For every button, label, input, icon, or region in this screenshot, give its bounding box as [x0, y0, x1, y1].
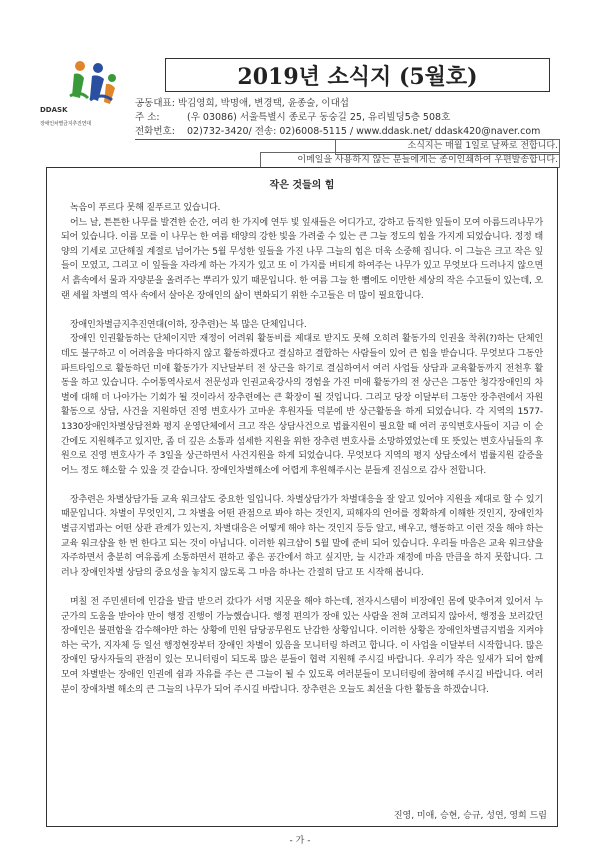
- paragraph-spacer: [61, 478, 543, 493]
- representatives: [135, 97, 560, 111]
- phone-value: 02)732-3420/ 전송: 02)6008-5115 / www.ddask.net/ ddask420@naver.com: [187, 126, 541, 137]
- notice-line-1: 소식지는 매월 1일로 날짜로 전합니다.: [407, 141, 558, 151]
- article-body: [61, 201, 543, 697]
- paragraph: 장애인 인권활동하는 단체이지만 재정이 어려워 활동비를 제대로 받지도 못해 오히려 활동가의 인권을 착취(?)하는 단체인데도 불구하고 이 어려움을 마다하지 않고 활동하겠다고 결심하고 결합하는 사람들이 있어 큰 힘을 받습니다. 무엇보다 그동안 파트타임으로 활동하던 미애 활동가가 지난달부터 전 상근을 하기로 결심하여서 여러 사업들 상담과 교육활동까지 전천후 활동을 하고 있습니다. 수어통역사로서 전문성과 인권교육강사의 경험을 가진 미애 활동가의 전 상근은 그동안 청각장애인의 차별에 대해 더 나아가는 기회가 될 것이라서 장추련에는 큰 확장이 될 것입니다. 그리고 당장 이달부터 그동안 장추련에서 자원 활동으로 상담, 사건을 지원하던 진영 변호사가 고마운 후원자들 덕분에 반 상근활동을 하게 되었습니다. 각 지역의 1577-1330장애인차별상담전화 평지 운영단체에서 크고 작은 상담사건으로 법률지원이 필요할 때 여러 공익변호사들이 지금 이 순간에도 지원해주고 있지만, 좀 더 깊은 소통과 섬세한 지원을 위한 장추련 변호사를 소망하였었는데 또 뜻있는 변호사님들의 후원으로 진영 변호사가 주 3일을 상근하면서 사건지원을 하게 되었습니다. 무엇보다 지역의 평지 상담소에서 법률지원 갈증을 어느 정도 해소할 수 있을 것 같습니다. 장애인차별해소에 어렵게 후원해주시는 분들게 진심으로 감사 전합니다.: [61, 334, 543, 476]
- address-value: (우 03086) 서울특별시 종로구 동숭길 25, 유리빌딩5층 508호: [187, 112, 451, 123]
- delivery-notice: [198, 140, 558, 167]
- logo-org-name: 장애인차별금지추진연대: [40, 121, 91, 127]
- paragraph: 어느 날, 튼튼한 나무를 발견한 순간, 여리 한 가지에 연두 빛 잎새들은 어디가고, 강하고 듬직한 잎들이 모여 아름드리나무가 되어 있습니다. 이름 모를 이 나무는 한 여름 태양의 강한 빛을 가려줄 수 있는 큰 그늘 정도의 힘을 가지게 되었습니다. 정정 태양의 기세로 고단해질 계절로 넘어가는 5월 무성한 잎들을 가진 나무 그늘의 힘은 더욱 소중해 집니다. 이 그늘은 크고 작은 잎들이 모였고, 그리고 이 잎들을 자라게 하는 가지가 있고 또 이 가지를 버티게 하여주는 나무가 있고 무엇보다 드러나지 않으면서 흙속에서 물과 자양분을 올려주는 뿌리가 있기 때문입니다. 한 여름 그늘 한 뼘에도 이만한 세상의 작은 수고들이 있는데, 오랜 세월 차별의 역사 속에서 살아온 장애인의 삶이 변화되기 위한 수고들은 더 많이 필요합니다.: [61, 217, 543, 301]
- paragraph: 장추련은 차별상담가들 교육 워크샵도 중요한 일입니다. 차별상담가가 차별대응을 잘 알고 있어야 지원을 제대로 할 수 있기 때문입니다. 차별이 무엇인지, 그 차별을 어떤 관점으로 봐야 하는 것인지, 피해자의 언어를 정확하게 이해한 것인지, 장애인차별금지법과는 어떤 상관 관계가 있는지, 차별대응은 어떻게 해야 하는 것인지 등등 알고, 배우고, 행동하고 이런 것을 해야 하는 교육 워크샵을 한 번 한다고 되는 것이 아닙니다. 이러한 워크샵이 5월 말에 준비 되어 있습니다. 우리들 마음은 교육 워크샵을 자주하면서 충분히 여유롭게 소통하면서 편하고 좋은 공간에서 하고 싶지만, 늘 시간과 재정에 마음 만큼을 하지 못합니다. 그러나 장애인차별 상담의 중요성을 놓치지 않도록 그 마음 하나는 간절히 담고 또 시작해 봅니다.: [61, 494, 543, 578]
- phone-label: 전화번호:: [135, 126, 175, 137]
- paragraph-spacer: [61, 580, 543, 595]
- logo-acronym: DDASK: [40, 106, 68, 114]
- logo-figures-icon: [70, 61, 116, 104]
- representatives-text: 공동대표: 박김영희, 박명애, 변경택, 윤종술, 이대섭: [135, 98, 349, 109]
- phone-row: [135, 125, 560, 139]
- organization-info: [135, 97, 560, 139]
- paragraph: 며칠 전 주민센터에 인감을 발급 받으러 갔다가 서명 지문을 해야 하는데, 전자시스템이 비장애인 몸에 맞추어져 있어서 누군가의 도움을 받아야 만이 행정 진행이 가능했습니다. 행정 편의가 장애 있는 사람을 전혀 고려되지 않아서, 행정을 보러갔던 장애인은 불편함을 감수해야만 하는 상황에 민원 담당공무원도 난감한 상황입니다. 이러한 상황은 장애인차별금지법을 지켜야 하는 국가, 지자체 등 일선 행정현장부터 장애인 차별이 있음을 모니터링 하려고 합니다. 이 사업을 이달부터 시작합니다. 많은 장애인 당사자들의 관점이 있는 모니터링이 되도록 많은 분들이 협력 지원해 주시길 바랍니다. 우리가 작은 잎새가 되어 함께 모여 차별받는 장애인 인권에 쉼과 자유를 주는 큰 그늘이 될 수 있도록 여러분들이 모니터링에 참여해 주시길 바랍니다. 여러분이 장애차별 해소의 큰 그늘의 나무가 되어 주시길 바랍니다. 장추련은 오늘도 최선을 다한 활동을 하겠습니다.: [61, 597, 543, 695]
- address-row: [135, 111, 560, 125]
- paragraph-spacer: [61, 303, 543, 318]
- article-title: 작은 것들의 힘: [269, 180, 335, 191]
- paragraph: 장애인차별금지추진연대(이하, 장추련)는 복 많은 단체입니다.: [70, 319, 307, 330]
- notice-line-2: 이메일을 사용하지 않는 분들에게는 종이인쇄하여 우편발송합니다.: [297, 155, 558, 165]
- newsletter-title: 2019년 소식지 (5월호): [165, 58, 550, 92]
- paragraph: 녹음이 푸르다 못해 짙푸르고 있습니다.: [70, 203, 221, 213]
- article-box: [46, 167, 558, 827]
- address-label: 주 소:: [135, 112, 160, 123]
- signature: 진영, 미애, 승현, 승규, 성연, 영희 드림: [393, 811, 547, 821]
- page-number: - 가 -: [289, 836, 311, 846]
